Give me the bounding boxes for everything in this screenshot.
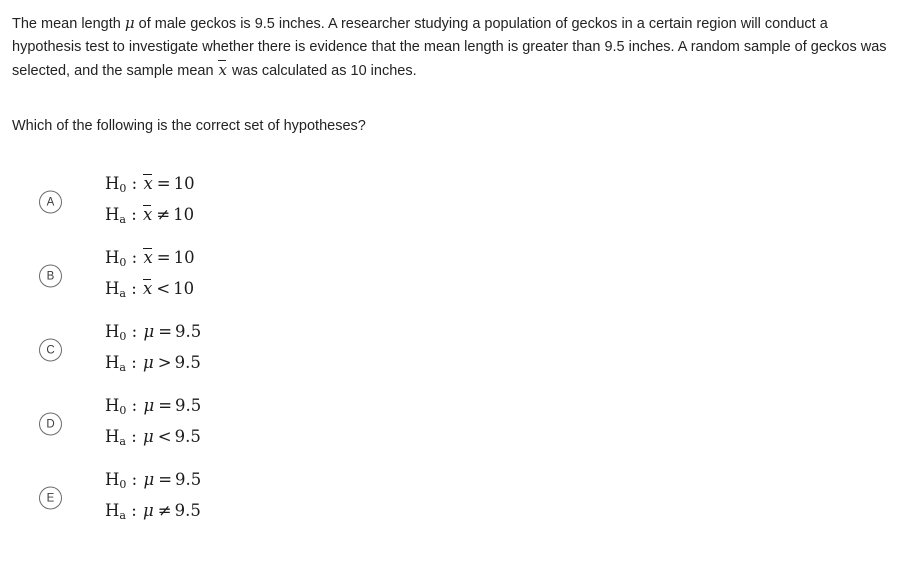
hypothesis-value: 9.5 — [175, 322, 202, 341]
h-separator: : — [125, 427, 143, 446]
parameter-symbol: μ — [143, 470, 155, 489]
h-label: H — [105, 501, 120, 520]
alt-hypothesis-c — [105, 350, 201, 381]
h-separator: : — [126, 322, 143, 341]
alt-hypothesis-a — [105, 202, 195, 233]
answer-choices — [12, 165, 895, 535]
choice-letter-c[interactable]: C — [39, 339, 62, 362]
parameter-symbol: μ — [143, 427, 154, 446]
h-subscript: 0 — [119, 182, 127, 195]
stem-text-part-2: of male geckos is 9.5 inches. A researcher studying a population of geckos in a certain region will conduct a hypothesis test to investigate whether there is evidence that the mean length is greater than 9.5 inches. A random sample of geckos was selected, and the sample mean — [12, 16, 887, 79]
h-subscript: 0 — [119, 256, 127, 269]
h-subscript: a — [119, 213, 126, 226]
h-subscript: 0 — [119, 330, 127, 343]
hypothesis-value: 9.5 — [175, 470, 202, 489]
parameter-symbol: x — [143, 248, 153, 267]
h-label: H — [105, 396, 120, 415]
h-label: H — [105, 205, 120, 224]
null-hypothesis-a — [105, 171, 195, 202]
hypothesis-value: 9.5 — [174, 427, 201, 446]
parameter-symbol: μ — [143, 353, 154, 372]
alt-hypothesis-b — [105, 276, 195, 307]
choice-option-d[interactable] — [12, 387, 895, 461]
h-subscript: a — [119, 435, 126, 448]
hypothesis-value: 9.5 — [175, 396, 202, 415]
parameter-symbol: x — [143, 205, 153, 224]
comparison-operator: = — [158, 470, 173, 489]
question-prompt: Which of the following is the correct set of hypotheses? — [12, 118, 366, 134]
comparison-operator: < — [156, 279, 171, 298]
choice-body-d — [105, 393, 201, 455]
hypothesis-value: 10 — [173, 174, 195, 193]
h-label: H — [105, 322, 120, 341]
parameter-symbol: μ — [143, 322, 155, 341]
h-separator: : — [126, 396, 143, 415]
h-subscript: a — [119, 287, 126, 300]
h-separator: : — [125, 279, 143, 298]
comparison-operator: = — [156, 174, 171, 193]
hypothesis-value: 10 — [173, 279, 195, 298]
parameter-symbol: μ — [143, 501, 154, 520]
hypothesis-value: 10 — [173, 248, 195, 267]
question-stem — [12, 12, 892, 83]
comparison-operator: < — [157, 427, 172, 446]
parameter-symbol: x — [143, 174, 153, 193]
parameter-symbol: x — [143, 279, 153, 298]
choice-body-a — [105, 171, 195, 233]
choice-letter-b[interactable]: B — [39, 265, 62, 288]
parameter-symbol: μ — [143, 396, 155, 415]
comparison-operator: = — [158, 322, 173, 341]
choice-letter-e[interactable]: E — [39, 487, 62, 510]
hypothesis-value: 10 — [173, 205, 195, 224]
comparison-operator: = — [156, 248, 171, 267]
choice-option-e[interactable] — [12, 461, 895, 535]
h-separator: : — [126, 248, 143, 267]
comparison-operator: ≠ — [156, 205, 171, 224]
choice-letter-a[interactable]: A — [39, 191, 62, 214]
choice-body-b — [105, 245, 195, 307]
h-separator: : — [125, 205, 143, 224]
h-separator: : — [125, 501, 143, 520]
h-subscript: a — [119, 509, 126, 522]
stem-text-part-3: was calculated as 10 inches. — [228, 63, 417, 79]
h-separator: : — [126, 174, 143, 193]
h-subscript: 0 — [119, 478, 127, 491]
null-hypothesis-c — [105, 319, 201, 350]
null-hypothesis-d — [105, 393, 201, 424]
alt-hypothesis-e — [105, 498, 201, 529]
choice-option-c[interactable] — [12, 313, 895, 387]
null-hypothesis-e — [105, 467, 201, 498]
choice-option-a[interactable] — [12, 165, 895, 239]
h-subscript: a — [119, 361, 126, 374]
alt-hypothesis-d — [105, 424, 201, 455]
h-label: H — [105, 174, 120, 193]
h-label: H — [105, 248, 120, 267]
choice-body-c — [105, 319, 201, 381]
h-label: H — [105, 353, 120, 372]
h-separator: : — [125, 353, 143, 372]
hypothesis-value: 9.5 — [174, 501, 201, 520]
choice-option-b[interactable] — [12, 239, 895, 313]
comparison-operator: = — [158, 396, 173, 415]
choice-letter-d[interactable]: D — [39, 413, 62, 436]
null-hypothesis-b — [105, 245, 195, 276]
h-label: H — [105, 279, 120, 298]
h-subscript: 0 — [119, 404, 127, 417]
h-label: H — [105, 470, 120, 489]
h-separator: : — [126, 470, 143, 489]
mu-symbol: μ — [124, 14, 135, 32]
stem-text-part-1: The mean length — [12, 16, 125, 32]
choice-body-e — [105, 467, 201, 529]
comparison-operator: ≠ — [157, 501, 172, 520]
h-label: H — [105, 427, 120, 446]
hypothesis-value: 9.5 — [174, 353, 201, 372]
comparison-operator: > — [157, 353, 172, 372]
x-bar-symbol: x — [218, 61, 228, 79]
